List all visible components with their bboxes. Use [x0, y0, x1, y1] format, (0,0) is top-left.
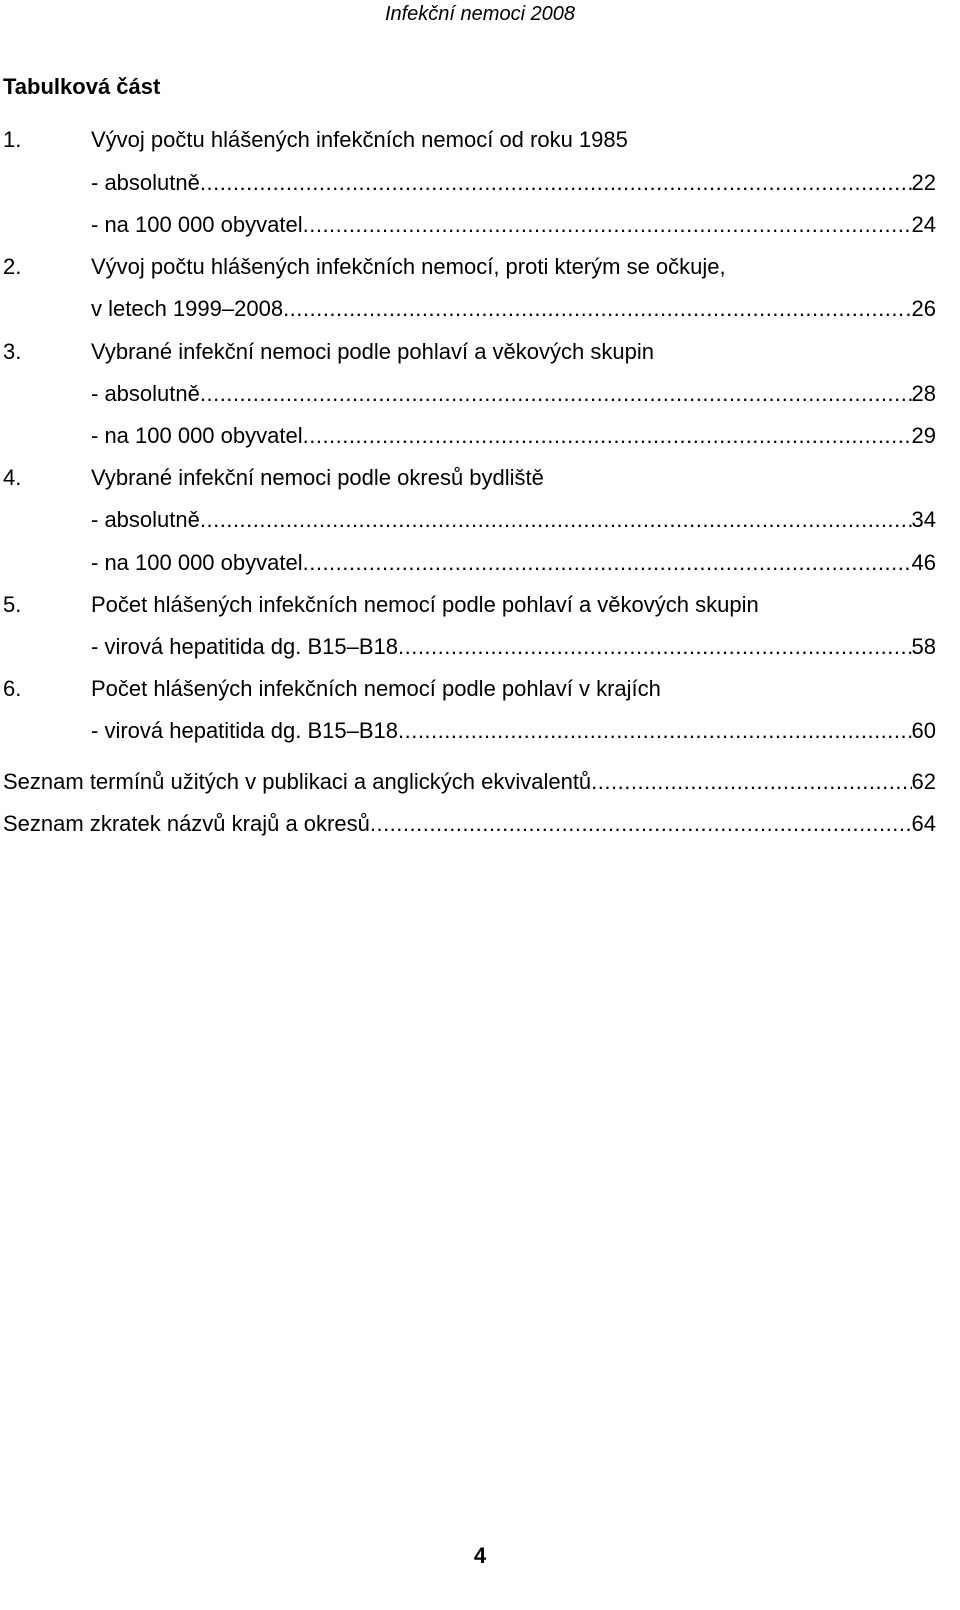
toc-item-4-title-text: Vybrané infekční nemoci podle okresů bydliště — [91, 465, 544, 490]
toc-item-1-title — [3, 125, 628, 155]
toc-entry-page: 64 — [911, 811, 936, 836]
toc-entry-5-1[interactable] — [91, 632, 936, 662]
toc-entry-text: Seznam zkratek názvů krajů a okresů — [3, 811, 370, 836]
toc-entry-3-2[interactable] — [91, 421, 936, 451]
toc-entry-page: .26 — [905, 296, 936, 321]
toc-item-2-title-text: Vývoj počtu hlášených infekčních nemocí, proti kterým se očkuje, — [91, 254, 726, 279]
running-header: Infekční nemoci 2008 — [384, 3, 576, 25]
toc-entry-page: 34 — [911, 507, 936, 532]
toc-entry-text: - na 100 000 obyvatel — [91, 212, 303, 237]
toc-item-2-number: 2. — [3, 254, 22, 279]
toc-entry-text: v letech 1999–2008 — [91, 296, 284, 321]
toc-entry-1-1[interactable] — [91, 168, 936, 198]
toc-entry-page: 29 — [911, 423, 936, 448]
dot-leader — [303, 548, 912, 578]
toc-entry-text: Seznam termínů užitých v publikaci a anglických ekvivalentů — [3, 769, 592, 794]
toc-item-3-number: 3. — [3, 339, 22, 364]
dot-leader — [398, 716, 912, 746]
toc-entry-4-1[interactable] — [91, 505, 936, 535]
dot-leader — [303, 421, 912, 451]
toc-entry-page: 28 — [911, 381, 936, 406]
toc-item-1-number: 1. — [3, 127, 22, 152]
toc-entry-text: - absolutně — [91, 381, 200, 406]
dot-leader — [303, 210, 912, 240]
toc-item-3-title-text: Vybrané infekční nemoci podle pohlaví a věkových skupin — [91, 339, 654, 364]
toc-item-4-title — [3, 463, 544, 493]
toc-entry-page: 46 — [911, 550, 936, 575]
section-title: Tabulková část — [3, 74, 161, 99]
toc-item-4-number: 4. — [3, 465, 22, 490]
dot-leader — [200, 379, 912, 409]
toc-entry-text: - na 100 000 obyvatel — [91, 550, 303, 575]
dot-leader — [283, 294, 905, 324]
toc-entry-4-2[interactable] — [91, 548, 936, 578]
toc-entry-text: - na 100 000 obyvatel — [91, 423, 303, 448]
toc-entry-page: 58 — [911, 634, 936, 659]
toc-entry-page: 22 — [911, 170, 936, 195]
dot-leader — [370, 809, 912, 839]
dot-leader — [398, 632, 912, 662]
toc-entry-1-2[interactable] — [91, 210, 936, 240]
toc-item-5-title — [3, 590, 759, 620]
toc-item-3-title — [3, 337, 654, 367]
dot-leader — [591, 767, 911, 797]
toc-entry-page: 24 — [911, 212, 936, 237]
toc-appendix-terms[interactable] — [3, 767, 936, 797]
toc-entry-6-1[interactable] — [91, 716, 936, 746]
toc-entry-text: - absolutně — [91, 170, 200, 195]
toc-item-6-number: 6. — [3, 676, 22, 701]
dot-leader — [200, 505, 912, 535]
toc-item-2-title — [3, 252, 726, 282]
toc-entry-page: 62 — [911, 769, 936, 794]
toc-entry-page: 60 — [911, 718, 936, 743]
toc-item-6-title-text: Počet hlášených infekčních nemocí podle pohlaví v krajích — [91, 676, 661, 701]
toc-item-1-title-text: Vývoj počtu hlášených infekčních nemocí od roku 1985 — [91, 127, 628, 152]
page-number: 4 — [473, 1543, 487, 1568]
toc-entry-3-1[interactable] — [91, 379, 936, 409]
toc-item-5-title-text: Počet hlášených infekčních nemocí podle pohlaví a věkových skupin — [91, 592, 759, 617]
toc-item-5-number: 5. — [3, 592, 22, 617]
toc-entry-text: - virová hepatitida dg. B15–B18 — [91, 718, 398, 743]
toc-appendix-abbreviations[interactable] — [3, 809, 936, 839]
toc-entry-2-1[interactable] — [91, 294, 936, 324]
toc-entry-text: - absolutně — [91, 507, 200, 532]
dot-leader — [200, 168, 912, 198]
toc-item-6-title — [3, 674, 661, 704]
toc-entry-text: - virová hepatitida dg. B15–B18 — [91, 634, 398, 659]
